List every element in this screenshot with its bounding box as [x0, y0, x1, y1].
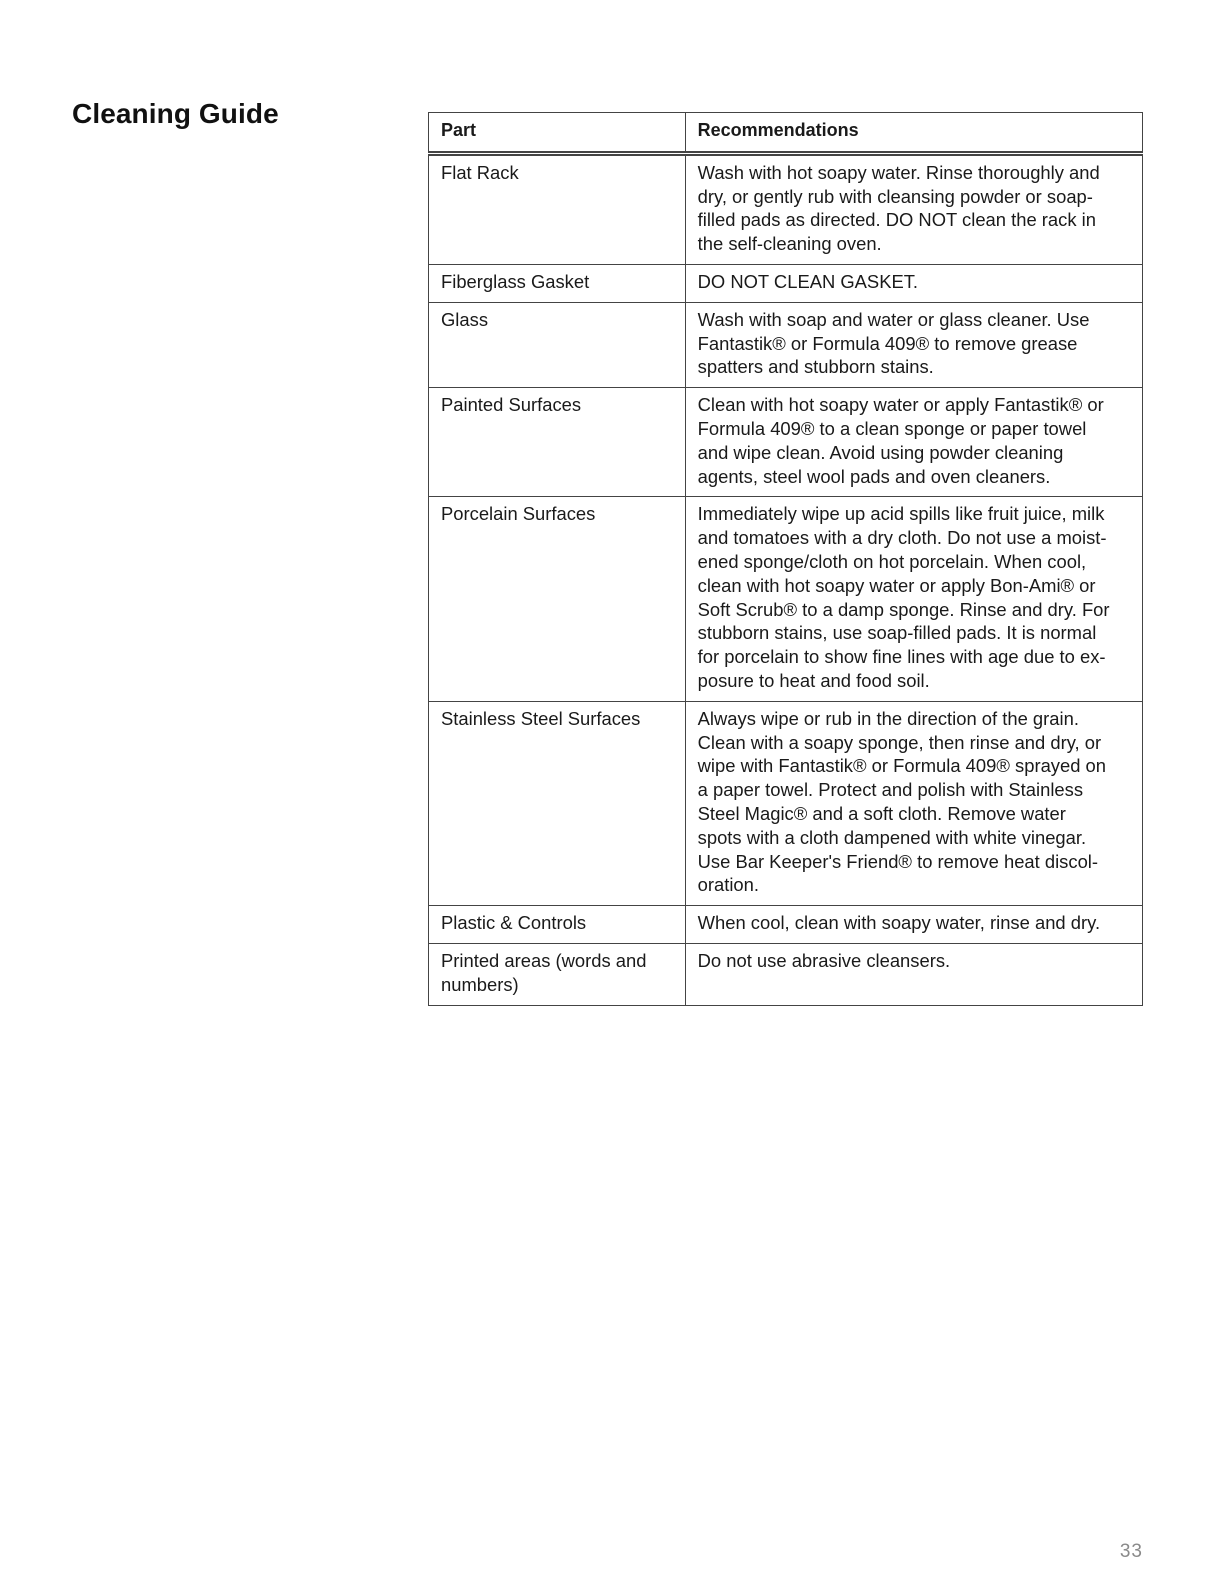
- page-number: 33: [1119, 1541, 1143, 1562]
- recommendation-cell: Wash with hot soapy water. Rinse thoroughly and dry, or gently rub with cleansing powder or soap- filled pads as directed. DO NOT clean the rack in the self-cleaning oven.: [685, 153, 1142, 264]
- recommendation-cell: Wash with soap and water or glass cleaner. Use Fantastik® or Formula 409® to remove grease spatters and stubborn stains.: [685, 302, 1142, 387]
- part-cell: Glass: [429, 302, 686, 387]
- cleaning-guide-table: [428, 112, 1143, 1006]
- recommendation-cell: When cool, clean with soapy water, rinse and dry.: [685, 906, 1142, 944]
- part-cell: Porcelain Surfaces: [429, 497, 686, 701]
- part-cell: Printed areas (words and numbers): [429, 943, 686, 1005]
- part-cell: Fiberglass Gasket: [429, 264, 686, 302]
- part-cell: Painted Surfaces: [429, 388, 686, 497]
- table-row: [429, 497, 1143, 701]
- table-header-row: [429, 113, 1143, 154]
- table-row: [429, 264, 1143, 302]
- table-row: [429, 153, 1143, 264]
- page-title: Cleaning Guide: [72, 98, 279, 129]
- recommendation-cell: DO NOT CLEAN GASKET.: [685, 264, 1142, 302]
- recommendation-cell: Do not use abrasive cleansers.: [685, 943, 1142, 1005]
- table-row: [429, 701, 1143, 905]
- part-cell: Plastic & Controls: [429, 906, 686, 944]
- column-header-recommendations: Recommendations: [685, 113, 1142, 154]
- table-row: [429, 906, 1143, 944]
- recommendation-cell: Immediately wipe up acid spills like fruit juice, milk and tomatoes with a dry cloth. Do not use a moist- ened sponge/cloth on hot porcelain. When cool, clean with hot soapy water or apply Bon-Ami® or Soft Scrub® to a damp sponge. Rinse and dry. For stubborn stains, use soap-filled pads. It is normal for porcelain to show fine lines with age due to ex- posure to heat and food soil.: [685, 497, 1142, 701]
- part-cell: Stainless Steel Surfaces: [429, 701, 686, 905]
- table-row: [429, 388, 1143, 497]
- table-row: [429, 302, 1143, 387]
- recommendation-cell: Clean with hot soapy water or apply Fantastik® or Formula 409® to a clean sponge or paper towel and wipe clean. Avoid using powder cleaning agents, steel wool pads and oven cleaners.: [685, 388, 1142, 497]
- table-row: [429, 943, 1143, 1005]
- recommendation-cell: Always wipe or rub in the direction of the grain. Clean with a soapy sponge, then rinse and dry, or wipe with Fantastik® or Formula 409® sprayed on a paper towel. Protect and polish with Stainless Steel Magic® and a soft cloth. Remove water spots with a cloth dampened with white vinegar. Use Bar Keeper's Friend® to remove heat discol- oration.: [685, 701, 1142, 905]
- column-header-part: Part: [429, 113, 686, 154]
- part-cell: Flat Rack: [429, 153, 686, 264]
